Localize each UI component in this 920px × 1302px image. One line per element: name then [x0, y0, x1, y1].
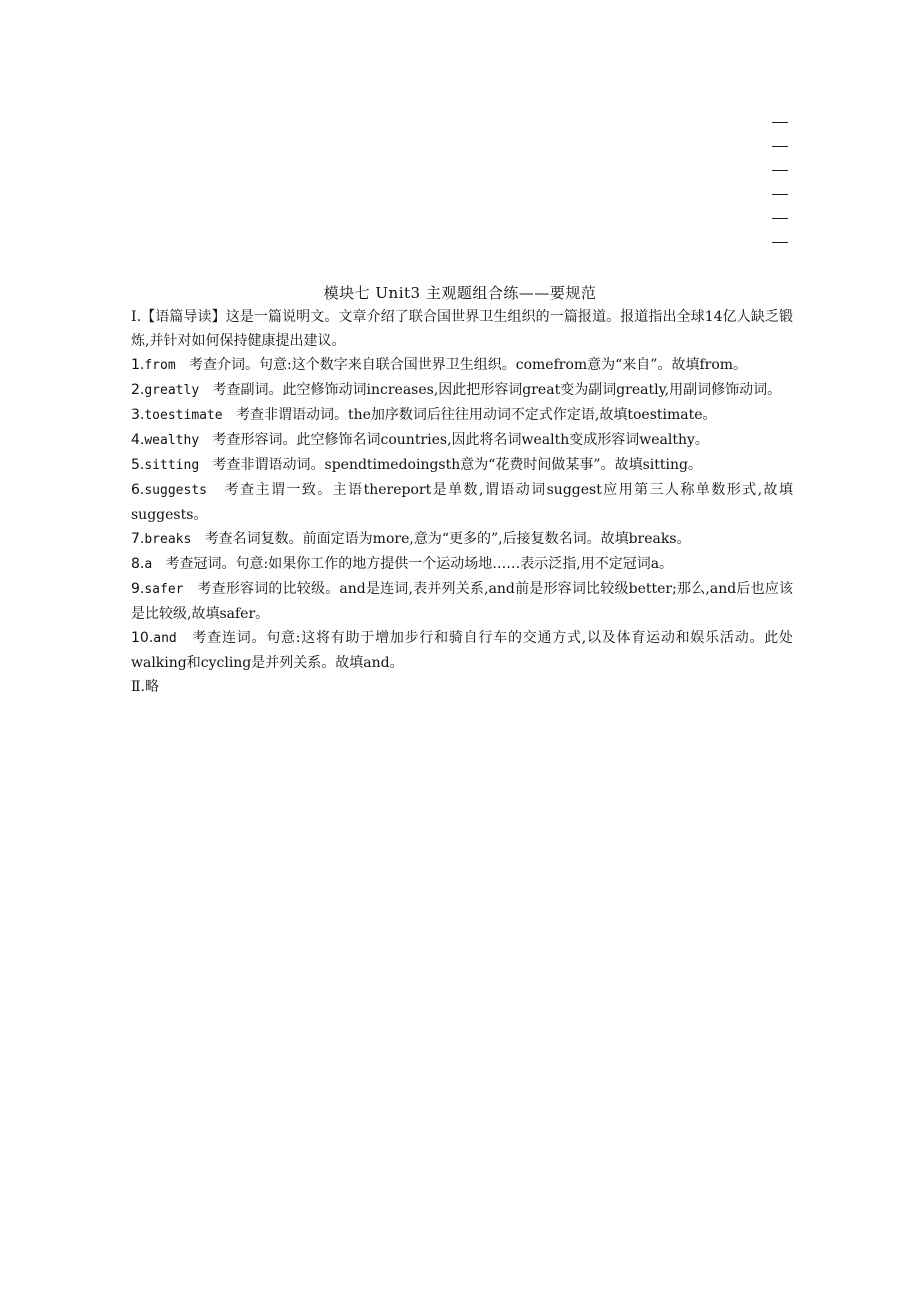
- answer-item: [131, 478, 793, 527]
- item-answer: from: [144, 358, 176, 373]
- item-number: 10.: [131, 630, 154, 646]
- answer-item: [131, 428, 793, 453]
- item-explanation: 考查名词复数。前面定语为more,意为“更多的”,后接复数名词。故填breaks。: [204, 531, 691, 547]
- dash-mark: [772, 122, 788, 123]
- answer-item: [131, 626, 793, 675]
- item-explanation: 考查副词。此空修饰动词increases,因此把形容词great变为副词greatly,用副词修饰动词。: [212, 382, 782, 398]
- item-answer: sitting: [144, 458, 200, 473]
- page-title: 模块七 Unit3 主观题组合练——要规范: [323, 284, 597, 302]
- item-explanation: 考查主谓一致。主语thereport是单数,谓语动词suggest应用第三人称单数形式,故填suggests。: [131, 482, 793, 523]
- answer-item: [131, 353, 793, 378]
- item-number: 9.: [131, 581, 145, 597]
- intro-paragraph: Ⅰ.【语篇导读】这是一篇说明文。文章介绍了联合国世界卫生组织的一篇报道。报道指出全球14亿人缺乏锻炼,并针对如何保持健康提出建议。: [131, 309, 793, 349]
- answer-item: [131, 577, 793, 626]
- item-answer: suggests: [144, 483, 207, 498]
- item-answer: breaks: [144, 532, 192, 547]
- item-explanation: 考查介词。句意:这个数字来自联合国世界卫生组织。comefrom意为“来自”。故填from。: [189, 357, 748, 373]
- answer-item: [131, 378, 793, 403]
- item-explanation: 考查形容词的比较级。and是连词,表并列关系,and前是形容词比较级better;那么,and后也应该是比较级,故填safer。: [131, 581, 793, 622]
- item-answer: wealthy: [144, 433, 200, 448]
- part-two: Ⅱ.略: [131, 679, 159, 695]
- item-explanation: 考查非谓语动词。the加序数词后往往用动词不定式作定语,故填toestimate。: [236, 407, 717, 423]
- item-number: 5.: [131, 457, 145, 473]
- item-answer: a: [144, 557, 153, 572]
- dash-mark: [772, 194, 788, 195]
- item-answer: greatly: [144, 383, 200, 398]
- item-number: 7.: [131, 531, 145, 547]
- item-explanation: 考查非谓语动词。spendtimedoingsth意为“花费时间做某事”。故填sitting。: [212, 457, 702, 473]
- answer-item: [131, 403, 793, 428]
- answer-item: [131, 527, 793, 552]
- item-number: 8.: [131, 556, 145, 572]
- item-number: 3.: [131, 407, 145, 423]
- item-number: 6.: [131, 482, 145, 498]
- answer-content: [131, 305, 793, 699]
- dash-mark: [772, 218, 788, 219]
- dash-mark: [772, 170, 788, 171]
- dash-mark: [772, 242, 788, 243]
- item-explanation: 考查形容词。此空修饰名词countries,因此将名词wealth变成形容词wealthy。: [212, 432, 709, 448]
- item-answer: toestimate: [144, 408, 223, 423]
- item-answer: safer: [144, 582, 184, 597]
- item-number: 1.: [131, 357, 145, 373]
- item-explanation: 考查冠词。句意:如果你工作的地方提供一个运动场地……表示泛指,用不定冠词a。: [165, 556, 674, 572]
- dash-marks: [772, 122, 792, 266]
- answer-item: [131, 552, 793, 577]
- answer-item: [131, 453, 793, 478]
- item-number: 4.: [131, 432, 145, 448]
- item-explanation: 考查连词。句意:这将有助于增加步行和骑自行车的交通方式,以及体育运动和娱乐活动。此处walking和cycling是并列关系。故填and。: [131, 630, 793, 671]
- item-number: 2.: [131, 382, 145, 398]
- dash-mark: [772, 146, 788, 147]
- item-answer: and: [153, 631, 177, 646]
